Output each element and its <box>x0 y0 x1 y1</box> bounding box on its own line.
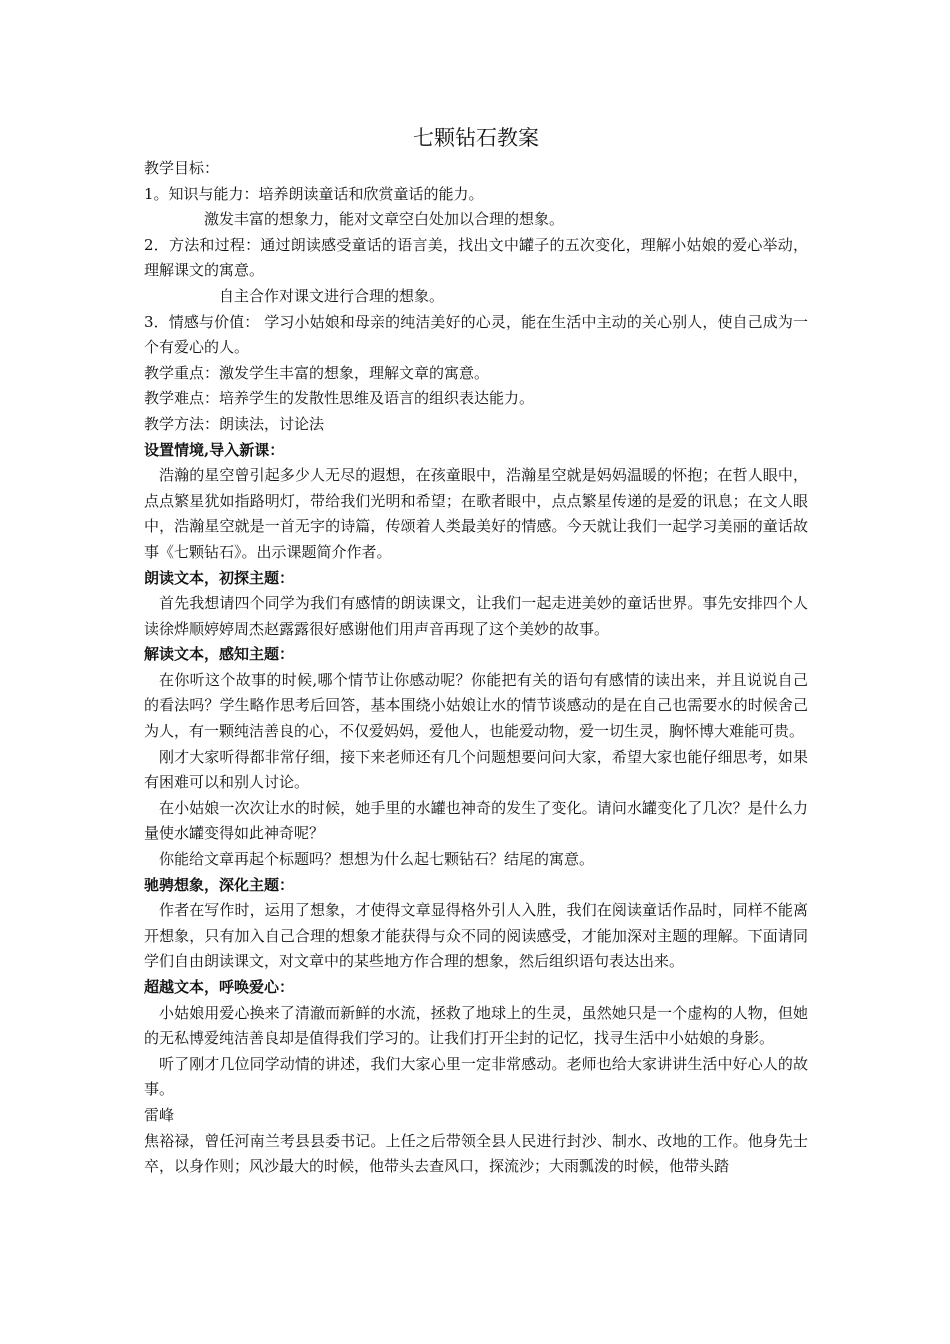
document-title: 七颗钻石教案 <box>413 126 539 150</box>
paragraph: 你能给文章再起个标题吗？想想为什么起七颗钻石？结尾的寓意。 <box>159 850 595 869</box>
paragraph: 教学难点：培养学生的发散性思维及语言的组织表达能力。 <box>144 389 535 408</box>
paragraph: 首先我想请四个同学为我们有感情的朗读课文，让我们一起走进美妙的童话世界。事先安排四个人读徐烨顺婷婷周杰赵露露很好感谢他们用声音再现了这个美妙的故事。 <box>144 594 808 638</box>
paragraph: 教学方法：朗读法，讨论法 <box>144 414 325 433</box>
paragraph: 作者在写作时，运用了想象，才使得文章显得格外引人入胜，我们在阅读童话作品时，同样不能离开想象，只有加入自己合理的想象才能获得与众不同的阅读感受，才能加深对主题的理解。下面请同学们自由朗读课文，对文章中的某些地方作合理的想象，然后组织语句表达出来。 <box>144 901 808 971</box>
paragraph: 在小姑娘一次次让水的时候，她手里的水罐也神奇的发生了变化。请问水罐变化了几次？是什么力量使水罐变得如此神奇呢？ <box>144 798 808 843</box>
paragraph: 焦裕禄，曾任河南兰考县县委书记。上任之后带领全县人民进行封沙、制水、改地的工作。他身先士卒，以身作则；风沙最大的时候，他带头去查风口，探流沙；大雨瓢泼的时候，他带头踏 <box>144 1131 808 1176</box>
paragraph-list <box>144 156 808 1180</box>
paragraph: 教学目标： <box>144 159 220 177</box>
paragraph: 听了刚才几位同学动情的讲述，我们大家心里一定非常感动。老师也给大家讲讲生活中好心人的故事。 <box>144 1054 808 1099</box>
paragraph: 浩瀚的星空曾引起多少人无尽的遐想，在孩童眼中，浩瀚星空就是妈妈温暖的怀抱；在哲人眼中，点点繁星犹如指路明灯，带给我们光明和希望；在歌者眼中，点点繁星传递的是爱的讯息；在文人眼中，浩瀚星空就是一首无字的诗篇，传颂着人类最美好的情感。今天就让我们一起学习美丽的童话故事《七颗钻石》。出示课题简介作者。 <box>144 466 808 561</box>
paragraph: 1。知识与能力：培养朗读童话和欣赏童话的能力。 <box>144 184 484 203</box>
paragraph: 雷峰 <box>144 1105 175 1124</box>
section-heading: 设置情境,导入新课： <box>144 440 285 459</box>
paragraph: 教学重点：激发学生丰富的想象，理解文章的寓意。 <box>144 363 490 382</box>
paragraph: 刚才大家听得都非常仔细，接下来老师还有几个问题想要问问大家，希望大家也能仔细思考，如果有困难可以和别人讨论。 <box>144 747 808 792</box>
paragraph: 在你听这个故事的时候,哪个情节让你感动呢？你能把有关的语句有感情的读出来，并且说说自己的看法吗？学生略作思考后回答，基本围绕小姑娘让水的情节谈感动的是在自己也需要水的时候舍己为人，有一颗纯洁善良的心，不仅爱妈妈，爱他人，也能爱动物，爱一切生灵，胸怀博大难能可贵。 <box>144 670 808 741</box>
paragraph: 2．方法和过程：通过朗读感受童话的语言美，找出文中罐子的五次变化，理解小姑娘的爱心举动，理解课文的寓意。 <box>144 235 808 280</box>
section-heading: 超越文本，呼唤爱心： <box>144 978 295 996</box>
paragraph: 小姑娘用爱心换来了清澈而新鲜的水流，拯救了地球上的生灵，虽然她只是一个虚构的人物，但她的无私博爱纯洁善良却是值得我们学习的。让我们打开尘封的记忆，找寻生活中小姑娘的身影。 <box>144 1003 808 1048</box>
section-heading: 驰骋想象，深化主题： <box>144 875 295 894</box>
section-heading: 朗读文本，初探主题： <box>144 568 295 587</box>
paragraph: 激发丰富的想象力，能对文章空白处加以合理的想象。 <box>204 210 565 229</box>
paragraph: 自主合作对课文进行合理的想象。 <box>219 286 445 305</box>
document-body <box>144 122 808 1180</box>
paragraph: 3．情感与价值： 学习小姑娘和母亲的纯洁美好的心灵，能在生活中主动的关心别人，使自己成为一个有爱心的人。 <box>144 312 808 357</box>
section-heading: 解读文本，感知主题： <box>144 645 295 664</box>
